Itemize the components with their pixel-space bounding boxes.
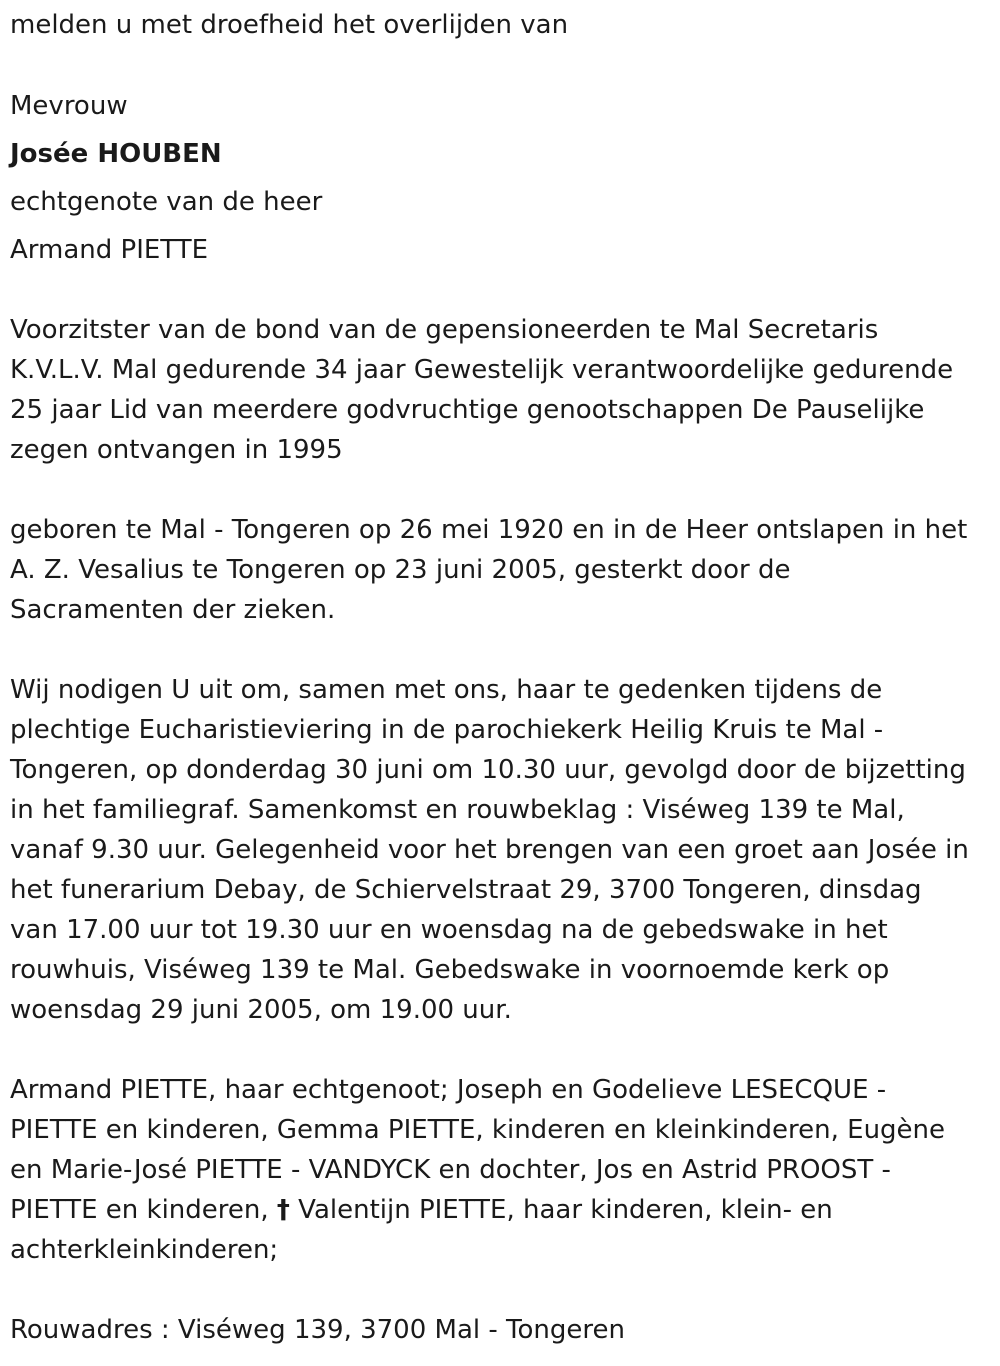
spacer [10, 630, 995, 670]
invitation-line: rouwhuis, Viséweg 139 te Mal. Gebedswake in voornoemde kerk op [10, 955, 890, 985]
biography-line: Voorzitster van de bond van de gepensioneerden te Mal Secretaris [10, 315, 879, 345]
family-line: PIETTE en kinderen, Gemma PIETTE, kinderen en kleinkinderen, Eugène [10, 1115, 946, 1145]
invitation-line: Tongeren, op donderdag 30 juni om 10.30 uur, gevolgd door de bijzetting [10, 755, 966, 785]
family-line: en Marie-José PIETTE - VANDYCK en dochter, Jos en Astrid PROOST - [10, 1155, 891, 1185]
invitation-line: Wij nodigen U uit om, samen met ons, haar te gedenken tijdens de [10, 675, 883, 705]
family-line-text: Valentijn PIETTE, haar kinderen, klein- en [289, 1195, 833, 1225]
birth-death-line: geboren te Mal - Tongeren op 26 mei 1920 en in de Heer ontslapen in het [10, 515, 968, 545]
spouse-name: Armand PIETTE [10, 235, 209, 265]
spacer [10, 174, 995, 182]
invitation-line: het funerarium Debay, de Schiervelstraat 29, 3700 Tongeren, dinsdag [10, 875, 922, 905]
birth-death-line: Sacramenten der zieken. [10, 595, 336, 625]
honorific-title: Mevrouw [10, 91, 128, 121]
mourning-address: Rouwadres : Viséweg 139, 3700 Mal - Tongeren [10, 1315, 625, 1345]
family-line: Armand PIETTE, haar echtgenoot; Joseph en Godelieve LESECQUE - [10, 1075, 887, 1105]
birth-death-line: A. Z. Vesalius te Tongeren op 23 juni 2005, gesterkt door de [10, 555, 791, 585]
spacer [10, 470, 995, 510]
spacer [10, 222, 995, 230]
spouse-intro: echtgenote van de heer [10, 187, 323, 217]
family-line: achterkleinkinderen; [10, 1235, 279, 1265]
spacer [10, 270, 995, 310]
birth-death-paragraph [10, 510, 995, 630]
spacer [10, 126, 995, 134]
invitation-line: woensdag 29 juni 2005, om 19.00 uur. [10, 995, 512, 1025]
invitation-line: in het familiegraf. Samenkomst en rouwbeklag : Viséweg 139 te Mal, [10, 795, 905, 825]
spacer [10, 45, 995, 85]
obituary-document [10, 0, 995, 1350]
invitation-line: vanaf 9.30 uur. Gelegenheid voor het brengen van een groet aan Josée in [10, 835, 969, 865]
invitation-line: van 17.00 uur tot 19.30 uur en woensdag na de gebedswake in het [10, 915, 888, 945]
intro-text: melden u met droefheid het overlijden van [10, 10, 569, 40]
invitation-paragraph [10, 670, 995, 1030]
cross-icon: † [276, 1195, 290, 1225]
family-paragraph [10, 1070, 995, 1270]
spacer [10, 1270, 995, 1310]
biography-paragraph [10, 310, 995, 470]
family-line-text: PIETTE en kinderen, [10, 1195, 277, 1225]
family-line [10, 1190, 995, 1230]
biography-line: K.V.L.V. Mal gedurende 34 jaar Gewestelijk verantwoordelijke gedurende [10, 355, 954, 385]
invitation-line: plechtige Eucharistieviering in de parochiekerk Heilig Kruis te Mal - [10, 715, 884, 745]
biography-line: 25 jaar Lid van meerdere godvruchtige genootschappen De Pauselijke [10, 395, 925, 425]
biography-line: zegen ontvangen in 1995 [10, 435, 343, 465]
spacer [10, 1030, 995, 1070]
deceased-name: Josée HOUBEN [10, 139, 222, 169]
